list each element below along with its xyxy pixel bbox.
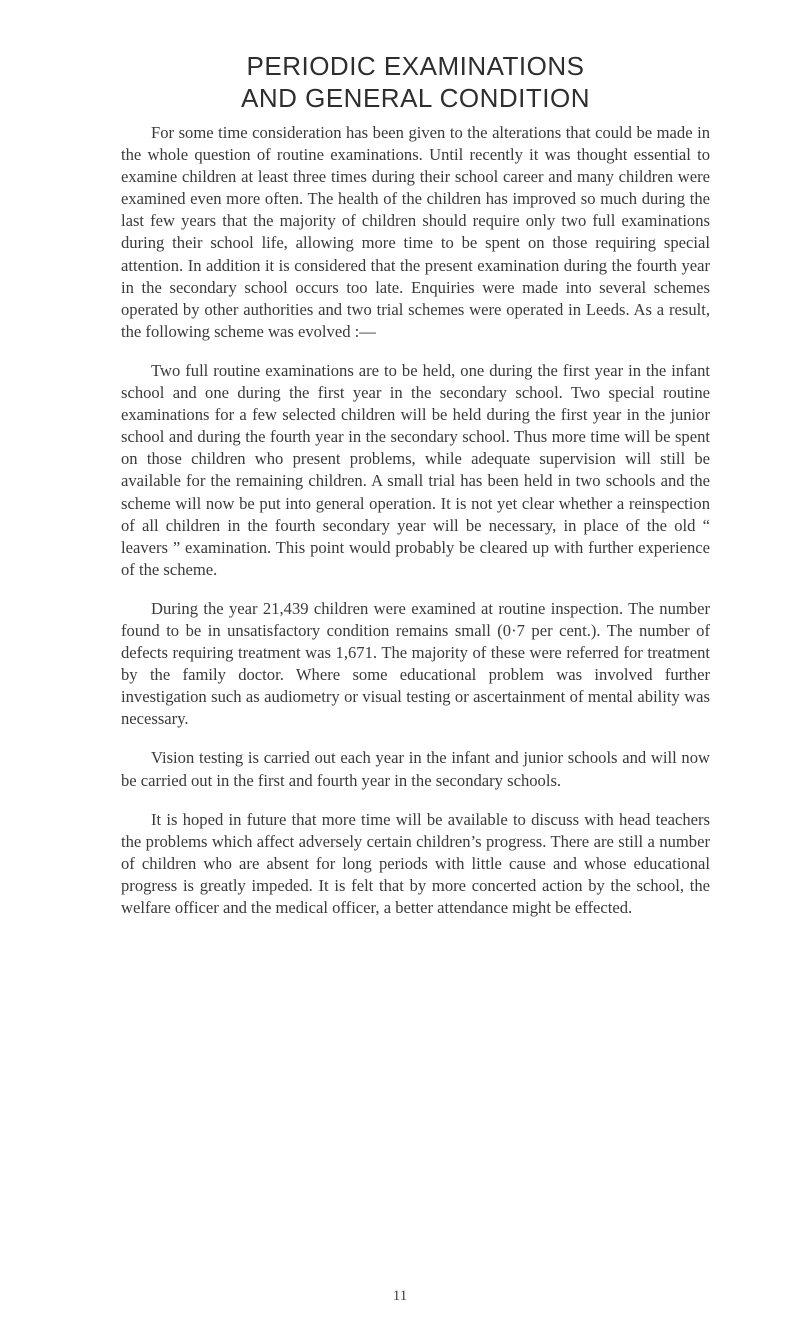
body-text bbox=[121, 122, 710, 919]
title-line-1: PERIODIC EXAMINATIONS bbox=[246, 51, 585, 81]
title-line-2: AND GENERAL CONDITION bbox=[240, 83, 591, 113]
page-number: 11 bbox=[392, 1288, 408, 1304]
paragraph-4: Vision testing is carried out each year in the infant and junior schools and will now be carried out in the first and fourth year in the secondary schools. bbox=[121, 748, 710, 790]
paragraph-1: For some time consideration has been given to the alterations that could be made in the whole question of routine examinations. Until recently it was thought essential to examine children at least three times during their school career and many children were examined even more often. The health of the children has improved so much during the last few years that the majority of children should require only two full examinations during their school life, allowing more time to be spent on those requiring special attention. In addition it is considered that the present examination during the fourth year in the secondary school occurs too late. Enquiries were made into several schemes operated by other authorities and two trial schemes were operated in Leeds. As a result, the following scheme was evolved :— bbox=[121, 123, 710, 341]
paragraph-5: It is hoped in future that more time will be available to discuss with head teachers the problems which affect adversely certain children’s progress. There are still a number of children who are absent for long periods with little cause and whose educational progress is greatly impeded. It is felt that by more concerted action by the school, the welfare officer and the medical officer, a better attendance might be effected. bbox=[121, 809, 710, 917]
paragraph-3: During the year 21,439 children were examined at routine inspection. The number found to be in unsatisfactory condition remains small (0·7 per cent.). The number of defects requiring treatment was 1,671. The majority of these were referred for treatment by the family doctor. Where some educational problem was involved further investigation such as audiometry or visual testing or ascertainment of mental ability was necessary. bbox=[121, 598, 710, 729]
page-title bbox=[121, 50, 710, 114]
paragraph-2: Two full routine examinations are to be held, one during the first year in the infant school and one during the first year in the secondary school. Two special routine examinations for a few selected children will be held during the first year in the junior school and during the fourth year in the secondary school. Thus more time will be spent on those children who present problems, while adequate supervision will still be available for the remaining children. A small trial has been held in two schools and the scheme will now be put into general operation. It is not yet clear whether a reinspection of all children in the fourth secondary year will be necessary, in place of the old “ leavers ” examination. This point would probably be cleared up with further experience of the scheme. bbox=[121, 360, 710, 579]
